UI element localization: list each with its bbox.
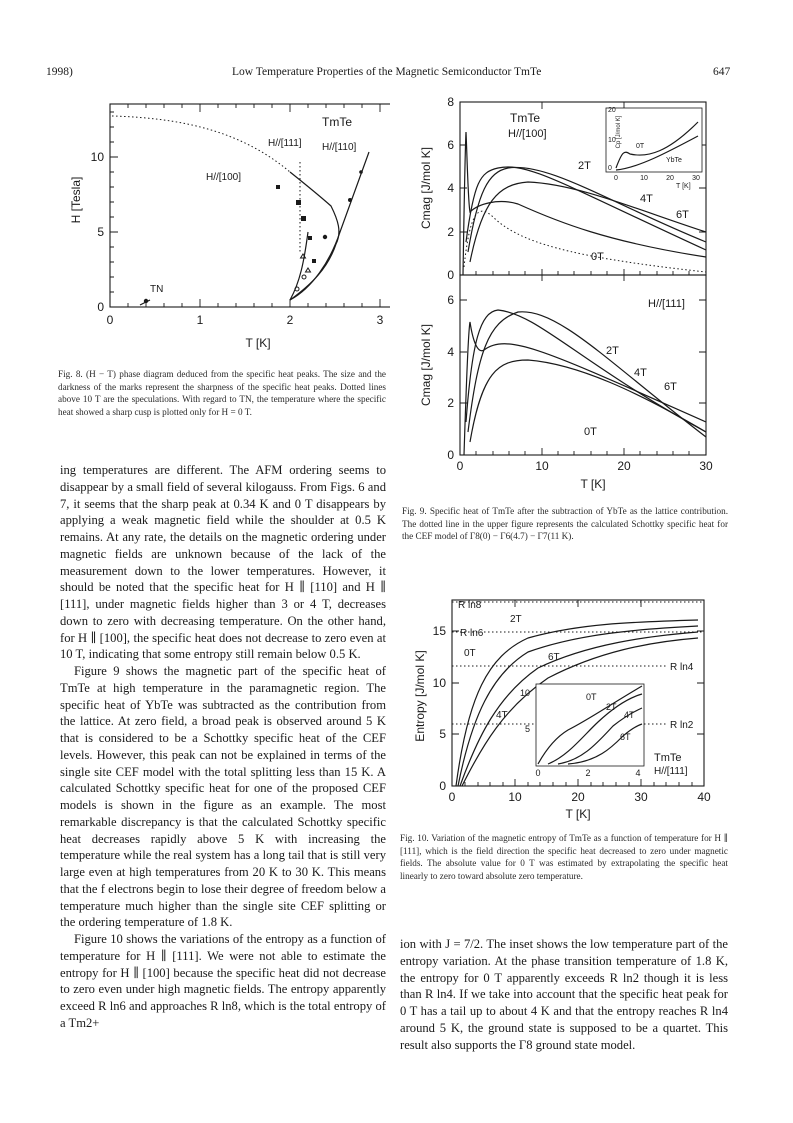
fig8-caption: Fig. 8. (H − T) phase diagram deduced from the specific heat peaks. The size and the darkness of the marks represent the sharpness of the specific heat peaks. Dotted lines above 10 T are the speculations. With regard to TN, the temperature where the specific heat showed a sharp cusp is plotted only for H = 0 T. [58, 369, 386, 417]
fig9-inset-ybte: YbTe [666, 157, 682, 164]
fig10-xlabel: T [K] [565, 807, 591, 821]
fig8-boundary-h100 [290, 172, 339, 300]
fig10-inset-ytick: 10 [519, 688, 530, 698]
fig10-label-6t: 6T [548, 652, 560, 663]
fig10-ytick: 15 [432, 624, 446, 638]
fig9-inset-ylabel: Cp [J/mol K] [616, 115, 622, 149]
fig9-inset-ytick: 10 [608, 137, 616, 144]
fig8-phase-diagram [50, 92, 390, 360]
fig9-inset-ytick: 0 [608, 165, 612, 172]
fig10-xtick: 30 [634, 790, 648, 804]
fig8-yticks [110, 112, 390, 292]
header-year: 1998) [46, 66, 73, 78]
fig9-bottom-ytick: 0 [447, 448, 454, 462]
fig10-inset-2t: 2T [606, 702, 617, 712]
fig9-top-ytick: 8 [447, 95, 454, 109]
fig9-top-dir: H//[100] [508, 128, 547, 140]
fig10-xtick: 40 [697, 790, 711, 804]
fig9-top-curve-6t [470, 182, 706, 262]
fig8-dotted-speculation [112, 116, 290, 172]
fig9-top-ytick: 0 [447, 268, 454, 282]
fig10-inset-xtick: 2 [585, 768, 591, 778]
fig9-bottom-curve-2t [466, 310, 706, 432]
right-column-text [400, 936, 728, 1053]
fig9-inset-ytick: 20 [608, 107, 616, 114]
fig9-top-6t: 6T [676, 209, 689, 221]
fig8-xtick-label: 0 [106, 313, 114, 327]
fig10-xtick: 10 [508, 790, 522, 804]
fig9-top-ytick: 6 [447, 138, 454, 152]
fig10-inset-xtick: 0 [535, 768, 541, 778]
fig10-label-rln4: R ln4 [670, 662, 694, 673]
fig8-label-h110: H//[110] [322, 142, 357, 153]
fig9-top-4t: 4T [640, 193, 653, 205]
fig9-bottom-ytick: 6 [447, 293, 454, 307]
fig10-label-rln6: R ln6 [460, 628, 484, 639]
fig9-caption: Fig. 9. Specific heat of TmTe after the subtraction of YbTe as the lattice contribution. The dotted line in the upper figure represents the calculated Schottky specific heat for the CEF model of Γ8(0) − Γ6(4.7) − Γ7(11 K). [402, 506, 728, 542]
fig9-xlabel: T [K] [580, 477, 606, 491]
fig9-top-ytick: 2 [447, 225, 454, 239]
fig9-specific-heat [408, 92, 748, 492]
fig9-inset-xtick: 0 [614, 175, 618, 182]
fig8-xtick-label: 3 [376, 313, 384, 327]
fig9-bottom-ytick: 4 [447, 345, 454, 359]
fig9-bottom-0t: 0T [584, 426, 597, 438]
fig10-ytick: 5 [439, 727, 446, 741]
fig9-top-ylabel: Cmag [J/mol K] [419, 146, 433, 230]
fig8-xticks [110, 104, 390, 307]
fig8-label-h111: H//[111] [268, 138, 302, 149]
fig10-label-material: TmTe [654, 752, 682, 764]
fig8-ytick-label: 10 [90, 150, 104, 164]
fig9-bottom-curve-4t [468, 312, 706, 437]
fig9-top-material: TmTe [510, 111, 540, 125]
fig10-ylabel: Entropy [J/mol K] [413, 650, 427, 742]
fig10-caption: Fig. 10. Variation of the magnetic entropy of TmTe as a function of temperature for H ∥ [111], which is the field direction the specific heat decreased to zero under magnetic fields. The absolute value for 0 T was estimated by extrapolating the specific heat linearly to zero toward absolute zero temperature. [400, 833, 728, 881]
fig10-entropy [408, 596, 748, 828]
fig9-bottom-dir: H//[111] [648, 298, 685, 310]
fig10-ytick: 0 [439, 779, 446, 793]
fig9-inset-0t: 0T [636, 143, 645, 150]
fig10-inset-0t: 0T [586, 692, 597, 702]
fig9-inset-xtick: 30 [692, 175, 700, 182]
fig9-top-ytick: 4 [447, 181, 454, 195]
paragraph: ing temperatures are different. The AFM ordering seems to disappear by a small field of several kilogauss. From Figs. 6 and 7, it seems that the sharp peak at 0.34 K and 0 T disappears by applying a weak magnetic field while the shoulder at 0.5 K remains. At any rate, the details on the magnetic ordering under magnetic fields are unknown because of the lack of the measurement down to the lower temperatures. However, it should be noted that the specific heat for H ∥ [110] and H ∥ [111], under magnetic fields higher than 3 or 4 T, decreases down to zero with decreasing temperature. On the other hand, for H ∥ [100], the specific heat does not decrease to zero even at 10 T, indicating that some entropy still remain below 0.5 K. [60, 463, 386, 662]
fig9-xtick: 30 [699, 459, 713, 473]
fig10-inset-xtick: 4 [635, 768, 641, 778]
left-column-text [60, 462, 386, 1032]
fig9-bottom-6t: 6T [664, 381, 677, 393]
fig8-frame [110, 104, 390, 307]
fig10-inset-ytick: 5 [524, 724, 530, 734]
fig10-label-4t: 4T [496, 710, 508, 721]
fig8-label-h100: H//[100] [206, 172, 242, 183]
fig10-inset-6t: 6T [620, 732, 631, 742]
fig10-label-rln8: R ln8 [458, 600, 482, 611]
fig10-inset-4t: 4T [624, 710, 635, 720]
fig10-label-0t: 0T [464, 648, 476, 659]
fig8-ytick-label: 0 [97, 300, 104, 314]
fig8-ylabel: H [Tesla] [69, 176, 83, 224]
fig8-ytick-label: 5 [97, 225, 104, 239]
fig9-top-2t: 2T [578, 160, 591, 172]
fig10-ytick: 10 [432, 676, 446, 690]
fig10-xtick: 20 [571, 790, 585, 804]
fig9-xtick: 10 [535, 459, 549, 473]
fig8-label-material: TmTe [322, 115, 352, 129]
fig9-bottom-4t: 4T [634, 367, 647, 379]
fig9-inset-xtick: 10 [640, 175, 648, 182]
fig8-label-tn: TN [150, 284, 164, 295]
header-title: Low Temperature Properties of the Magnetic Semiconductor TmTe [232, 66, 542, 78]
fig9-xtick: 0 [456, 459, 464, 473]
fig8-markers [144, 170, 363, 303]
fig10-label-dir: H//[111] [654, 766, 688, 777]
paragraph: Figure 9 shows the magnetic part of the specific heat of TmTe at high temperature in the paramagnetic region. The specific heat of YbTe was subtracted as the contribution from the lattice. At zero field, a broad peak is observed around 5 K that is considered to be a Schottky specific heat of the CEF levels. However, this peak can not be explained in terms of the single site CEF model with the total splitting less than 15 K. A calculated Schottky specific heat for one of the proposed CEF models is shown in the figure as an example. The most remarkable discrepancy is that the calculated Schottky specific heat decreases rapidly above 5 K with increasing the temperature while the real system has a long tail that is still very large even at high temperatures from 20 K to 30 K. This means that the f electrons begin to lose their degree of freedom below a temperature much higher than the single site CEF splitting or the ordering temperature of 1.8 K. [60, 664, 386, 930]
fig9-bottom-2t: 2T [606, 345, 619, 357]
paragraph: ion with J = 7/2. The inset shows the low temperature part of the entropy variation. At the phase transition temperature of 1.8 K, the entropy for 0 T apparently exceeds R ln2 though it is less than R ln4. If we take into account that the specific heat peak for 0 T has a tail up to about 4 K and that the entropy reaches R ln4 around 5 K, the ground state is supposed to be a quartet. This result also supports the Γ8 ground state model. [400, 937, 728, 1052]
fig10-label-rln2: R ln2 [670, 720, 694, 731]
fig9-bottom-ylabel: Cmag [J/mol K] [419, 323, 433, 407]
fig10-xtick: 0 [448, 790, 456, 804]
fig9-top-0t: 0T [591, 251, 604, 263]
fig8-xlabel: T [K] [245, 336, 271, 350]
fig9-xtick: 20 [617, 459, 631, 473]
header-page: 647 [713, 66, 731, 78]
fig8-xtick-label: 1 [196, 313, 204, 327]
fig9-bottom-ytick: 2 [447, 396, 454, 410]
fig9-inset-xlabel: T [K] [676, 183, 691, 190]
paragraph: Figure 10 shows the variations of the entropy as a function of temperature for H ∥ [111]. We were not able to estimate the entropy for H ∥ [100] because the specific heat did not decrease to zero even under high magnetic fields. The entropy apparently exceed R ln6 and approaches R ln8, which is the total entropy of a Tm2+ [60, 932, 386, 1030]
fig9-inset-xtick: 20 [666, 175, 674, 182]
fig8-xtick-label: 2 [286, 313, 294, 327]
fig10-label-2t: 2T [510, 614, 522, 625]
